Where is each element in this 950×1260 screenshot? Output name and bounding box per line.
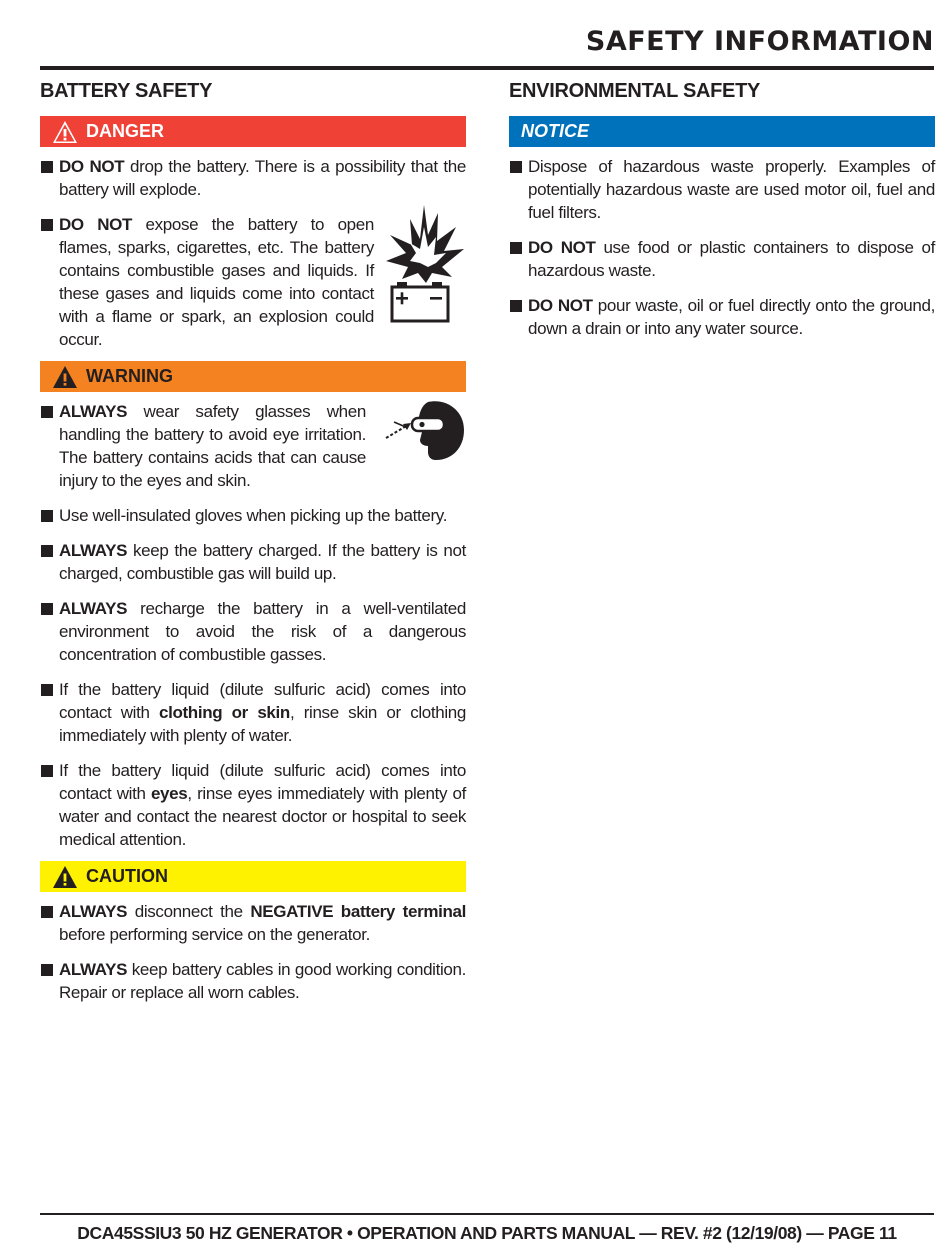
list-item	[509, 236, 935, 282]
list-item	[40, 539, 466, 585]
caution-label: CAUTION	[86, 866, 168, 886]
item-text: Dispose of hazardous waste properly. Examples of potentially hazardous waste are used motor oil, fuel and fuel filters.	[528, 157, 935, 222]
list-item	[40, 597, 466, 666]
emphasis: ALWAYS	[59, 960, 128, 979]
item-text: drop the battery. There is a possibility that the battery will explode.	[59, 157, 466, 199]
list-item	[40, 213, 466, 351]
battery-safety-heading: BATTERY SAFETY	[40, 80, 213, 102]
list-item	[40, 504, 466, 527]
emphasis: DO NOT	[59, 215, 133, 234]
danger-label: DANGER	[86, 121, 165, 141]
emphasis: DO NOT	[59, 157, 125, 176]
item-text: use food or plastic containers to dispose of hazardous waste.	[528, 238, 936, 280]
emphasis: ALWAYS	[59, 402, 128, 421]
notice-list	[509, 155, 935, 340]
emphasis: DO NOT	[528, 296, 593, 315]
warning-triangle-icon	[52, 120, 78, 144]
emphasis: ALWAYS	[59, 902, 128, 921]
item-text: If the battery liquid (dilute sulfuric acid) comes into contact with	[59, 761, 466, 803]
list-item	[509, 155, 935, 224]
list-item	[40, 759, 466, 851]
battery-safety-column	[40, 80, 466, 1016]
item-text: , rinse eyes immediately with plenty of water and contact the nearest doctor or hospital to seek medical attention.	[59, 784, 466, 849]
safety-glasses-icon	[384, 398, 466, 462]
warning-triangle-icon	[52, 365, 78, 389]
emphasis: NEGATIVE battery terminal	[250, 902, 466, 921]
list-item	[40, 400, 466, 492]
header-rule	[40, 66, 934, 70]
list-item	[40, 900, 466, 946]
emphasis: DO NOT	[528, 238, 596, 257]
page-footer: DCA45SSIU3 50 HZ GENERATOR • OPERATION AND PARTS MANUAL — REV. #2 (12/19/08) — PAGE 11	[77, 1223, 897, 1243]
item-text: Use well-insulated gloves when picking up the battery.	[59, 506, 448, 525]
environmental-safety-heading: ENVIRONMENTAL SAFETY	[509, 80, 761, 102]
emphasis: ALWAYS	[59, 599, 128, 618]
item-text: If the battery liquid (dilute sulfuric acid) comes into contact with	[59, 680, 466, 722]
danger-list	[40, 155, 466, 351]
item-text: before performing service on the generator.	[59, 925, 370, 944]
warning-banner	[40, 361, 466, 392]
caution-banner	[40, 861, 466, 892]
notice-label: NOTICE	[521, 121, 590, 141]
item-text: keep battery cables in good working condition. Repair or replace all worn cables.	[59, 960, 466, 1002]
caution-list	[40, 900, 466, 1004]
warning-list	[40, 400, 466, 851]
list-item	[40, 155, 466, 201]
warning-label: WARNING	[86, 366, 173, 386]
list-item	[509, 294, 935, 340]
page-title: SAFETY INFORMATION	[585, 26, 934, 57]
footer-rule	[40, 1213, 934, 1215]
emphasis: clothing or skin	[158, 703, 290, 722]
list-item	[40, 958, 466, 1004]
item-text: expose the battery to open flames, sparks, cigarettes, etc. The battery contains combustible gases and liquids. If these gases and liquids come into contact with a flame or spark, an explosion could occur.	[59, 215, 374, 349]
item-text: wear safety glasses when handling the battery to avoid eye irritation. The battery contains acids that can cause injury to the eyes and skin.	[59, 402, 366, 490]
battery-explosion-icon	[382, 205, 466, 323]
warning-triangle-icon	[52, 865, 78, 889]
item-text: keep the battery charged. If the battery is not charged, combustible gas will build up.	[59, 541, 466, 583]
notice-banner	[509, 116, 935, 147]
item-text: recharge the battery in a well-ventilated environment to avoid the risk of a dangerous concentration of combustible gasses.	[59, 599, 466, 664]
item-text: pour waste, oil or fuel directly onto the ground, down a drain or into any water source.	[528, 296, 935, 338]
emphasis: eyes	[150, 784, 188, 803]
item-text: , rinse skin or clothing immediately with plenty of water.	[59, 703, 466, 745]
item-text: disconnect the	[127, 902, 251, 921]
danger-banner	[40, 116, 466, 147]
list-item	[40, 678, 466, 747]
emphasis: ALWAYS	[59, 541, 128, 560]
environmental-safety-column	[509, 80, 935, 352]
